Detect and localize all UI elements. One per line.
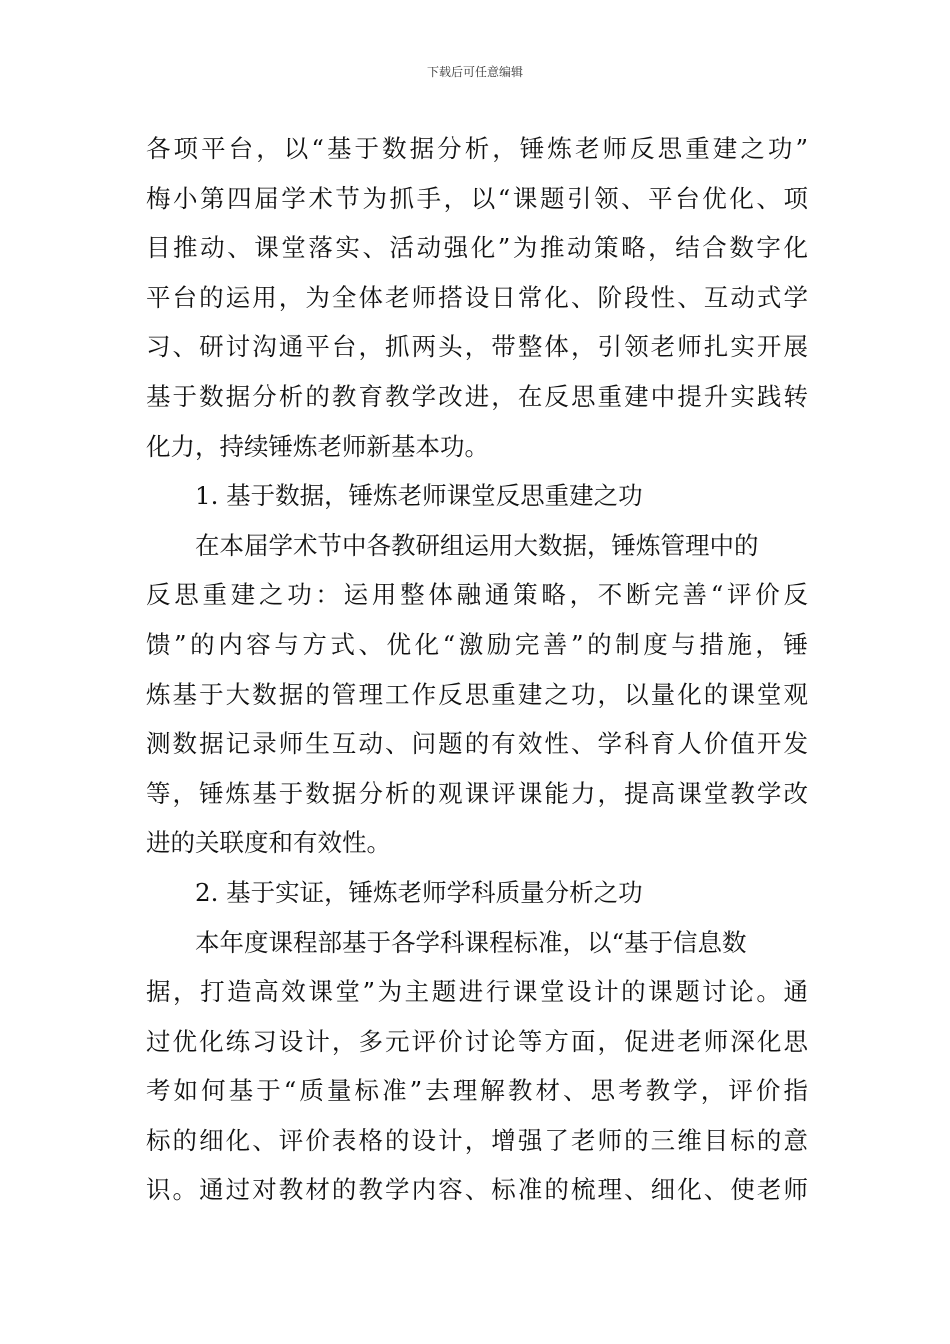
- document-body: [146, 124, 808, 1215]
- text-line: 测数据记录师生互动、问题的有效性、学科育人价值开发: [146, 729, 808, 759]
- text-line: 考如何基于“质量标准”去理解教材、思考教学，评价指: [146, 1076, 808, 1106]
- text-line: 化力，持续锤炼老师新基本功。: [146, 431, 489, 461]
- text-line: 馈”的内容与方式、优化“激励完善”的制度与措施，锤: [146, 629, 808, 659]
- text-line: 基于数据分析的教育教学改进，在反思重建中提升实践转: [146, 381, 808, 411]
- text-line: 平台的运用，为全体老师搭设日常化、阶段性、互动式学: [146, 282, 808, 312]
- text-line: 反思重建之功：运用整体融通策略，不断完善“评价反: [146, 580, 808, 610]
- paragraph-first-line: 本年度课程部基于各学科课程标准，以“基于信息数: [195, 927, 747, 957]
- text-line: 习、研讨沟通平台，抓两头，带整体，引领老师扎实开展: [146, 332, 808, 362]
- page-header: 下载后可任意编辑: [426, 65, 523, 79]
- text-line: 目推动、课堂落实、活动强化”为推动策略，结合数字化: [146, 233, 808, 263]
- text-line: 识。通过对教材的教学内容、标准的梳理、细化、使老师: [146, 1175, 808, 1205]
- paragraph-first-line: 在本届学术节中各教研组运用大数据，锤炼管理中的: [195, 530, 759, 560]
- text-line: 梅小第四届学术节为抓手，以“课题引领、平台优化、项: [146, 183, 808, 213]
- section-heading-1: 1. 基于数据，锤炼老师课堂反思重建之功: [195, 481, 643, 511]
- text-line: 过优化练习设计，多元评价讨论等方面，促进老师深化思: [146, 1026, 808, 1056]
- text-line: 炼基于大数据的管理工作反思重建之功，以量化的课堂观: [146, 679, 808, 709]
- text-line: 各项平台，以“基于数据分析，锤炼老师反思重建之功”: [146, 134, 808, 163]
- text-line: 等，锤炼基于数据分析的观课评课能力，提高课堂教学改: [146, 778, 808, 808]
- section-heading-2: 2. 基于实证，锤炼老师学科质量分析之功: [195, 877, 643, 907]
- text-line: 据，打造高效课堂”为主题进行课堂设计的课题讨论。通: [146, 977, 808, 1007]
- text-line: 标的细化、评价表格的设计，增强了老师的三维目标的意: [146, 1125, 808, 1155]
- text-line: 进的关联度和有效性。: [146, 828, 391, 858]
